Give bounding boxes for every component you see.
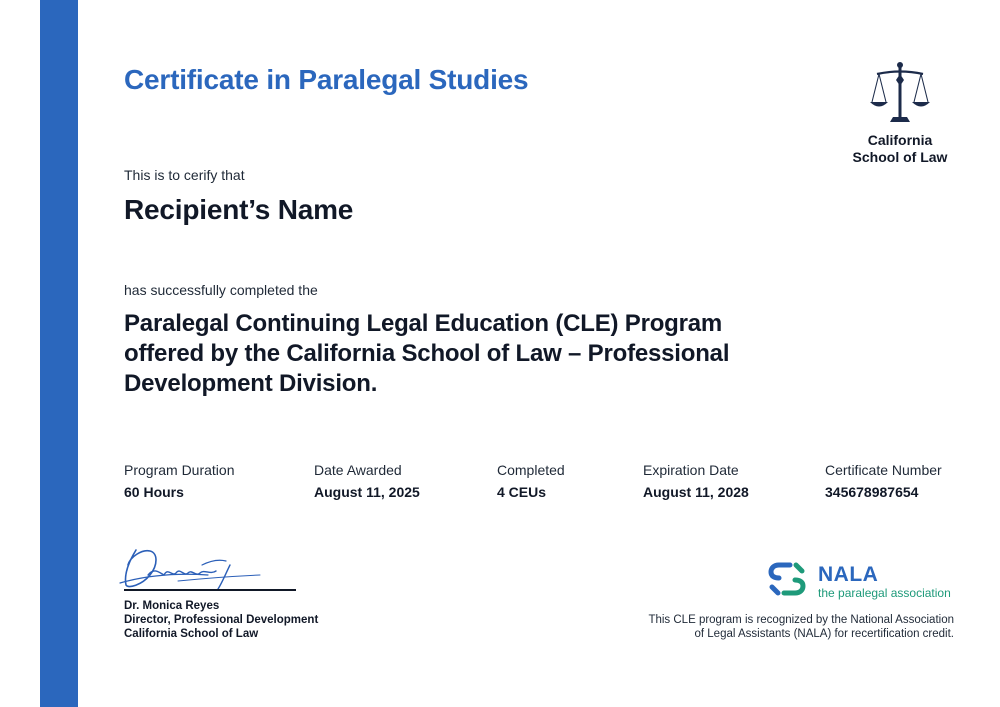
detail-value: 4 CEUs [497, 484, 547, 500]
detail-label: Completed [497, 462, 565, 478]
intro-text: This is to cerify that [124, 167, 245, 183]
detail-label: Date Awarded [314, 462, 402, 478]
signatory-name: Dr. Monica Reyes [124, 600, 220, 612]
institution-logo [840, 60, 960, 166]
detail-expiration-date [643, 462, 749, 501]
signature-line [124, 589, 296, 591]
completion-text: has successfully completed the [124, 282, 318, 298]
signatory-organization: California School of Law [124, 628, 259, 640]
detail-completed [497, 462, 565, 501]
signatory-title: Director, Professional Development [124, 614, 319, 626]
program-description: Paralegal Continuing Legal Education (CLE) Program offered by the California School of Law – Professional Development Division. [124, 310, 730, 397]
detail-certificate-number [825, 462, 942, 501]
recognition-line-1: This CLE program is recognized by the National Association [648, 614, 954, 626]
signature-image [118, 545, 268, 591]
detail-value: August 11, 2028 [643, 484, 749, 500]
recipient-name: Recipient’s Name [124, 194, 354, 225]
recognition-line-2: of Legal Assistants (NALA) for recertification credit. [694, 628, 954, 640]
detail-value: 345678987654 [825, 484, 919, 500]
detail-label: Expiration Date [643, 462, 739, 478]
certificate-title: Certificate in Paralegal Studies [124, 64, 529, 95]
accent-side-bar [40, 0, 78, 707]
nala-logo-icon [768, 560, 806, 598]
institution-name-line2: School of Law [852, 149, 948, 165]
detail-value: August 11, 2025 [314, 484, 420, 500]
signatory-block [124, 599, 318, 641]
nala-tagline: the paralegal association [818, 586, 951, 600]
detail-label: Program Duration [124, 462, 235, 478]
institution-name-line1: California [867, 132, 933, 148]
detail-date-awarded [314, 462, 420, 501]
scales-of-justice-icon [869, 60, 931, 126]
nala-name: NALA [818, 563, 879, 586]
recognition-statement [648, 613, 954, 641]
detail-label: Certificate Number [825, 462, 942, 478]
detail-program-duration [124, 462, 235, 501]
detail-value: 60 Hours [124, 484, 184, 500]
